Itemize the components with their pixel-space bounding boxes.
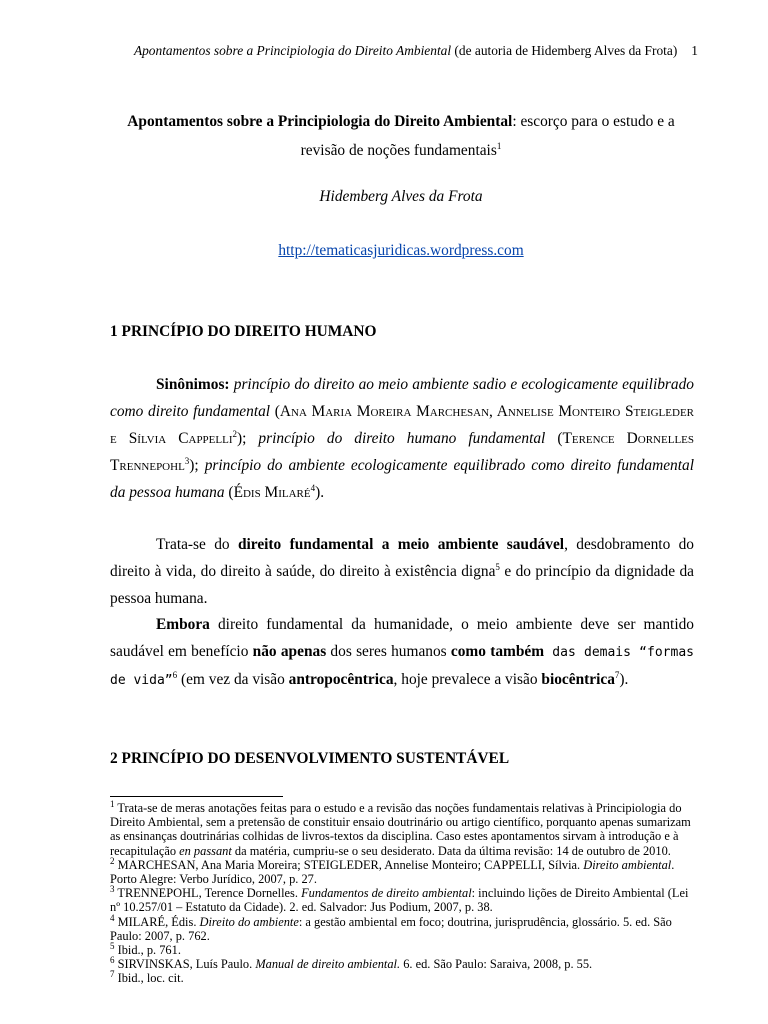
footnote-italic: Direito ambiental [583,857,672,872]
text: ( [545,430,563,447]
text: dos seres humanos [326,643,451,660]
footnote-separator [110,796,283,797]
footnote-text: Ibid., loc. cit. [114,971,184,986]
footnote-text: MILARÉ, Édis. [114,914,200,929]
footnote-text: 6. ed. São Paulo: Saraiva, 2008, p. 55. [400,957,593,972]
footnote-text: SIRVINSKAS, Luís Paulo. [114,957,256,972]
author-names: Terence Dornelles Trennepohl [110,430,694,474]
synonym-3: princípio do ambiente ecologicamente equilibrado como direito fundamental da pessoa humana [110,457,694,501]
emphasis: direito fundamental a meio ambiente saudável [237,536,565,553]
author-names: Ana Maria Moreira Marchesan, Annelise Monteiro Steigleder e Sílvia Cappelli [110,403,694,447]
footnote-4 [110,912,694,943]
running-title: Apontamentos sobre a Principiologia do Direito Ambiental [133,43,452,58]
running-author: (de autoria de Hidemberg Alves da Frota) [451,43,678,58]
quoted-text: das demais “formas de vida” [110,645,694,688]
title-main: Apontamentos sobre a Principiologia do Direito Ambiental [127,113,513,130]
footnote-ref-5[interactable]: 5 [495,561,500,572]
text: e do princípio da dignidade da pessoa humana. [110,563,694,607]
emphasis: como também [450,643,545,660]
footnote-ref-6[interactable]: 6 [172,669,178,680]
footnote-number: 5 [110,940,115,951]
text: ( [224,484,234,501]
paragraph-definition [110,531,694,612]
footnote-ref-1[interactable]: 1 [496,140,502,151]
footnote-italic: Manual de direito ambiental. [255,957,401,972]
document-title [110,107,692,165]
footnote-6 [110,957,694,971]
footnote-text: : a gestão ambiental em foco; doutrina, jurisprudência, glossário. 5. ed. São Paulo: 2007, p. 762. [110,914,672,943]
footnote-text: : incluindo lições de Direito Ambiental (Lei nº 10.257/01 – Estatuto da Cidade). 2. ed. Salvador: Jus Podium, 2007, p. 38. [110,886,689,915]
footnote-7 [110,971,694,985]
footnote-2 [110,855,694,887]
section-2-heading: 2 PRINCÍPIO DO DESENVOLVIMENTO SUSTENTÁVEL [110,750,510,767]
footnote-text: Ibid., p. 761. [114,943,181,958]
footnote-number: 3 [110,884,115,895]
emphasis: biocêntrica [541,671,615,688]
footnote-text: da matéria, cumpriu-se o seu desiderato. Data da última revisão: 14 de outubro de 2010. [231,843,671,858]
footnote-number: 7 [110,969,115,980]
footnote-3 [110,886,694,914]
text: direito fundamental da humanidade, o meio ambiente deve ser mantido saudável em benefício [110,616,694,660]
footnote-italic: Direito do ambiente [199,914,299,929]
footnote-1 [110,798,694,858]
page-number: 1 [691,43,698,58]
text: ); [237,430,259,447]
footnote-ref-4[interactable]: 4 [310,482,316,493]
footnote-5 [110,940,694,958]
text: ). [619,671,629,688]
footnotes [110,798,694,986]
emphasis: não apenas [252,643,327,660]
synonym-1: princípio do direito ao meio ambiente sadio e ecologicamente equilibrado como direito fundamental [110,376,694,420]
footnote-number: 1 [110,798,115,809]
text: , desdobramento do direito à vida, do direito à saúde, do direito à existência digna [110,536,694,580]
author-names: Édis Milaré [233,484,311,501]
footnote-ref-7[interactable]: 7 [614,669,620,680]
footnote-text: TRENNEPOHL, Terence Dornelles. [114,886,302,901]
running-header [134,43,698,59]
blog-link[interactable]: http://tematicasjuridicas.wordpress.com [278,242,524,259]
emphasis: antropocêntrica [288,671,394,688]
text: ); [189,457,205,474]
section-1-heading: 1 PRINCÍPIO DO DIREITO HUMANO [110,323,377,340]
text: , hoje prevalece a visão [393,671,542,688]
url-line [110,242,692,260]
footnote-number: 2 [110,855,115,866]
text: ). [315,484,325,501]
footnote-number: 4 [110,912,115,923]
text: (em vez da visão [177,671,289,688]
text: ( [270,403,280,420]
synonyms-label: Sinônimos: [156,376,230,393]
footnote-text: MARCHESAN, Ana Maria Moreira; STEIGLEDER, Annelise Monteiro; CAPPELLI, Sílvia. [114,857,584,872]
footnote-ref-3[interactable]: 3 [184,455,190,466]
footnote-ref-2[interactable]: 2 [232,428,237,439]
footnote-italic: en passant [179,843,232,858]
title-subtitle: : escorço para o estudo e a revisão de noções fundamentais [300,113,675,159]
footnote-italic: Fundamentos de direito ambiental [301,886,472,901]
paragraph-synonyms [110,371,694,506]
text: Trata-se do [156,536,238,553]
synonym-2: princípio do direito humano fundamental [258,430,546,447]
author-name: Hidemberg Alves da Frota [319,188,483,205]
emphasis: Embora [156,616,210,633]
footnote-number: 6 [110,955,115,966]
paragraph-biocentric [110,611,694,694]
footnote-text: Trata-se de meras anotações feitas para o estudo e a revisão das noções fundamentais relativas à Principiologia do Direito Ambiental, sem a pretensão de constituir ensaio doutrinário ou artigo científico, porquanto apenas sumarizam as ensinanças doutrinárias colhidas de livros-textos da disciplina. Caso estes apontamentos sirvam à introdução e à recapitulação [110,801,691,858]
footnote-text: . Porto Alegre: Verbo Jurídico, 2007, p. 27. [110,857,675,887]
